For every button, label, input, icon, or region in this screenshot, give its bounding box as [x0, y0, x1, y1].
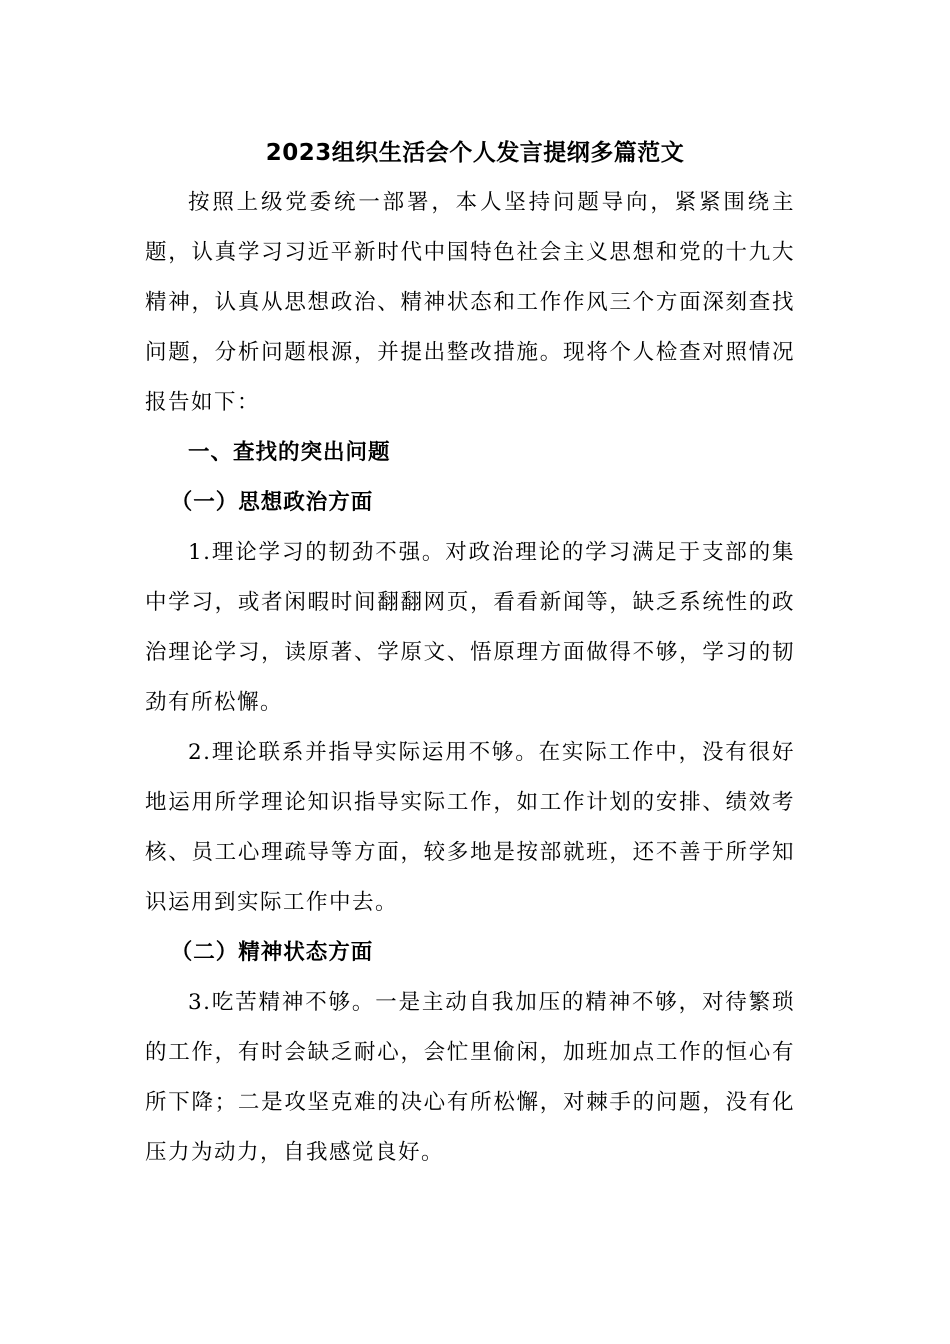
document-body — [145, 178, 795, 1178]
section-heading-problems: 一、查找的突出问题 — [188, 440, 391, 465]
subsection-heading-spirit: （二）精神状态方面 — [170, 940, 374, 965]
document-title: 2023组织生活会个人发言提纲多篇范文 — [265, 140, 685, 166]
paragraph-item-2: 2.理论联系并指导实际运用不够。在实际工作中，没有很好地运用所学理论知识指导实际工作，如工作计划的安排、绩效考核、员工心理疏导等方面，较多地是按部就班，还不善于所学知识运用到实际工作中去。 — [145, 740, 795, 915]
subsection-heading-ideology: （一）思想政治方面 — [170, 490, 374, 515]
paragraph-item-3: 3.吃苦精神不够。一是主动自我加压的精神不够，对待繁琐的工作，有时会缺乏耐心，会忙里偷闲，加班加点工作的恒心有所下降；二是攻坚克难的决心有所松懈，对棘手的问题，没有化压力为动力，自我感觉良好。 — [145, 990, 795, 1165]
paragraph-item-1: 1.理论学习的韧劲不强。对政治理论的学习满足于支部的集中学习，或者闲暇时间翻翻网页，看看新闻等，缺乏系统性的政治理论学习，读原著、学原文、悟原理方面做得不够，学习的韧劲有所松懈。 — [145, 540, 795, 715]
intro-paragraph: 按照上级党委统一部署，本人坚持问题导向，紧紧围绕主题，认真学习习近平新时代中国特色社会主义思想和党的十九大精神，认真从思想政治、精神状态和工作作风三个方面深刻查找问题，分析问题根源，并提出整改措施。现将个人检查对照情况报告如下： — [145, 190, 795, 415]
